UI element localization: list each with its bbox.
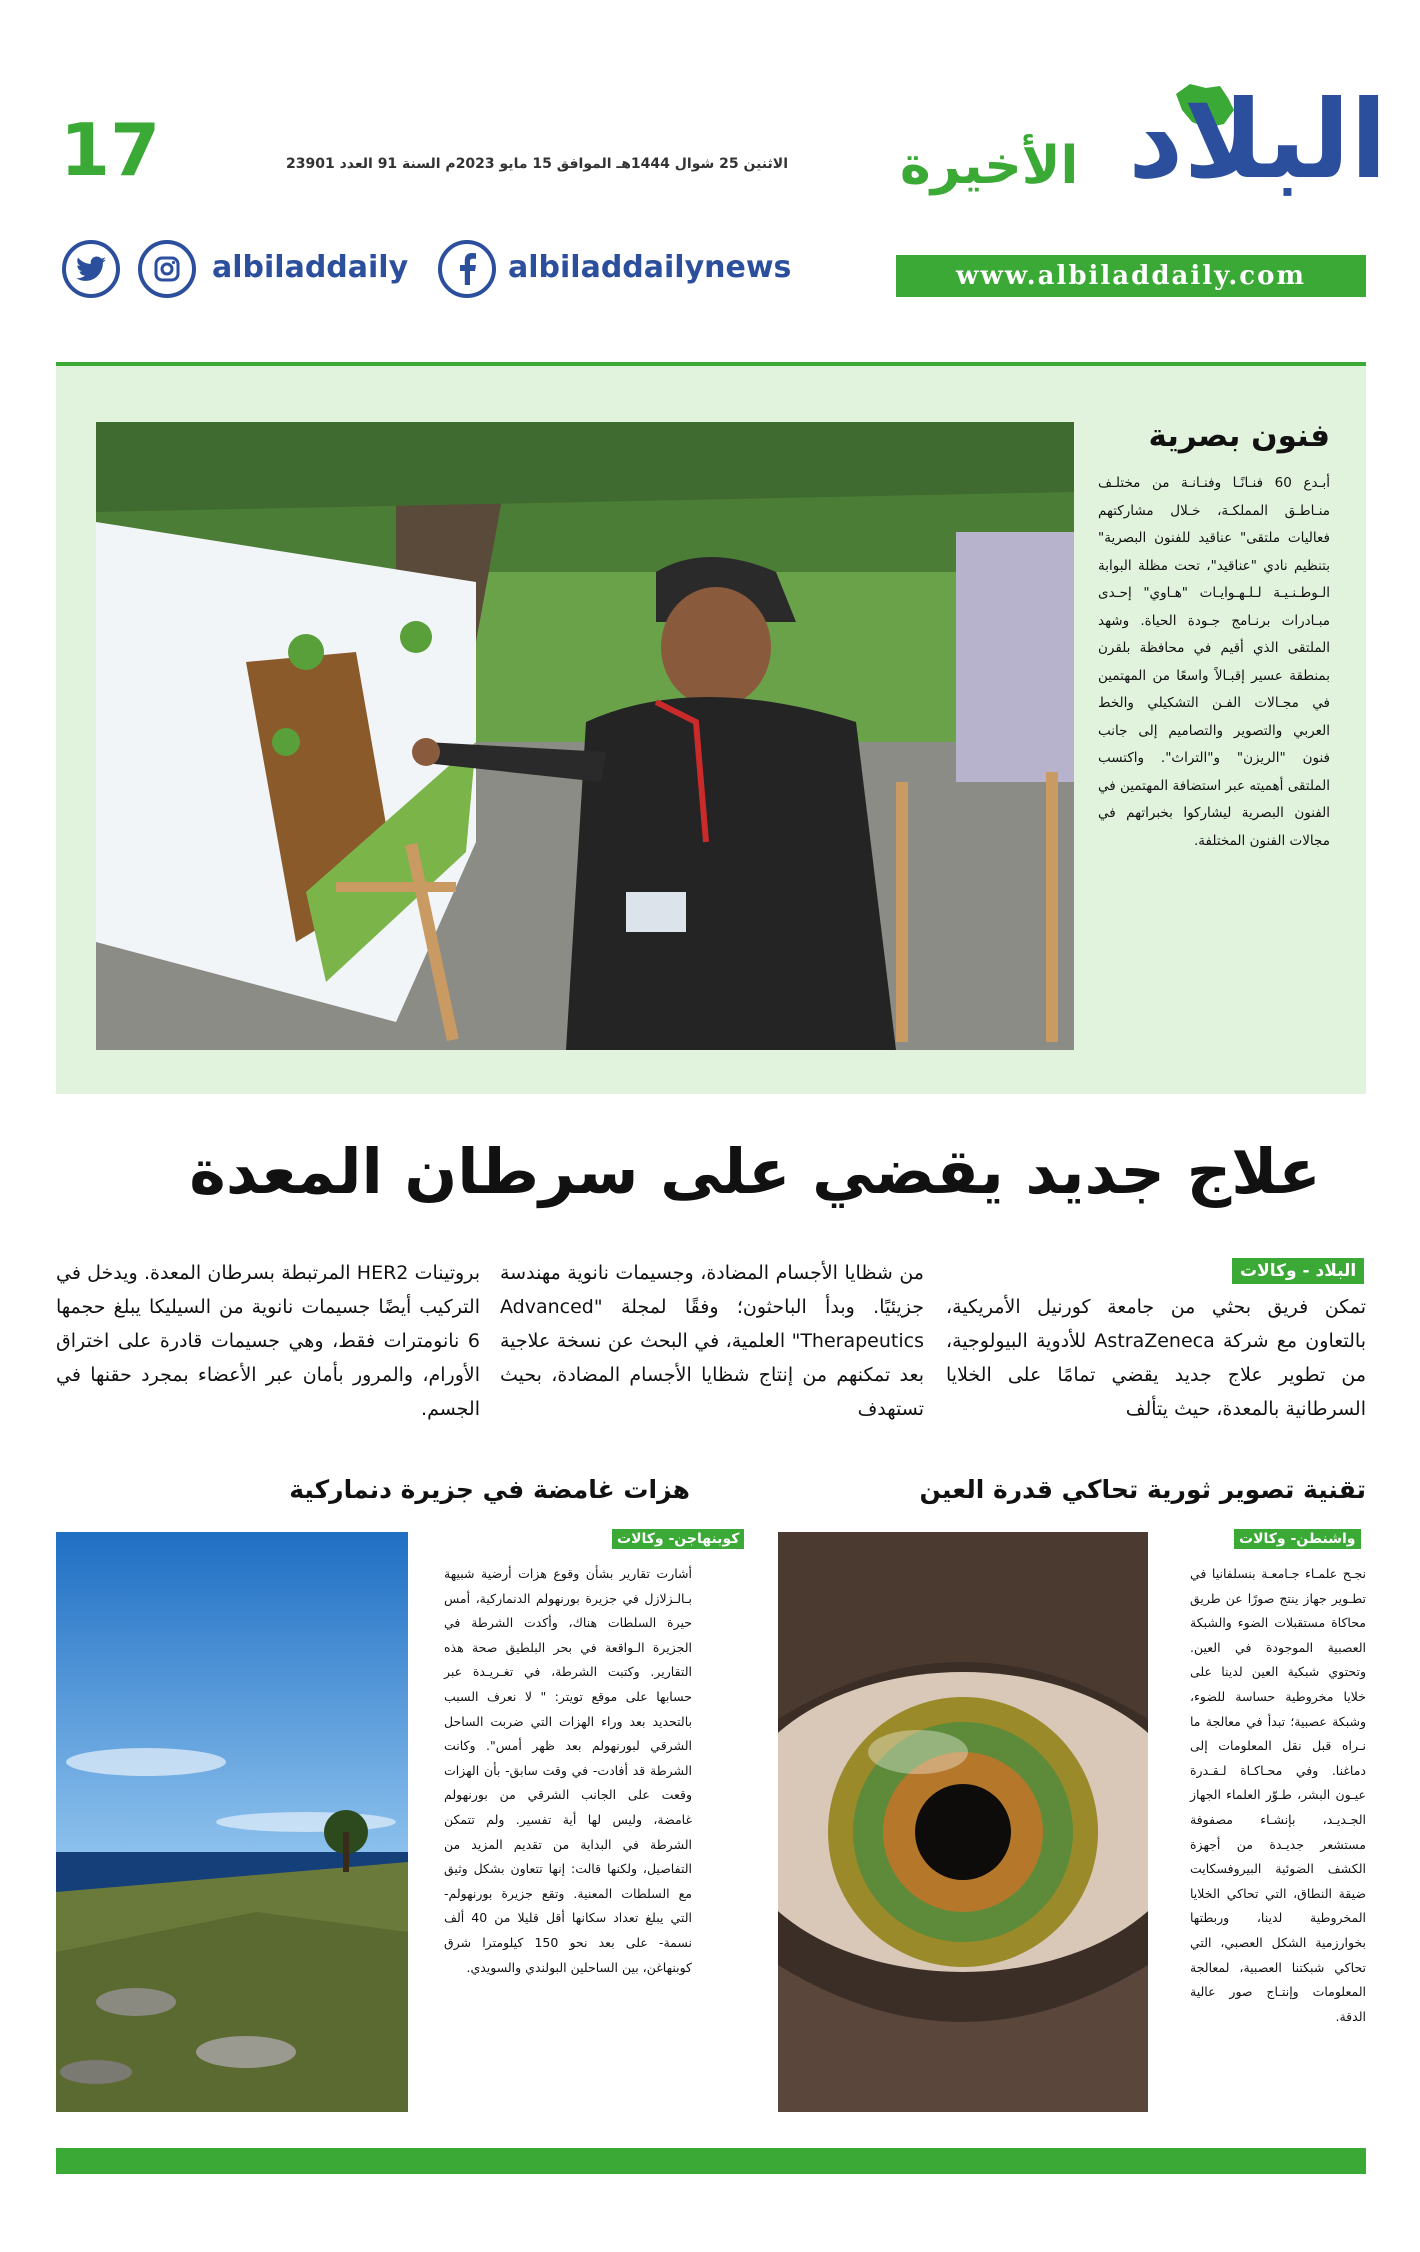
eye-story-body: نجـح علمـاء جـامعـة بنسلفانيا في تطـوير جهاز ينتج صورًا عن طريق محاكاة مستقبلات الضوء والشبكة العصبية الموجودة في العين. وتحتوي شبكية العين لدينا على خلايا مخروطية حساسة للضوء، وشبكة عصبية؛ تبدأ في معالجة ما نـراه قبل نقل المعلومات إلى دماغنا. وفي محـاكـاة لـقـدرة عيـون البشر، طـوّر العلماء الجهاز الجـديـد، بإنشـاء مصفوفة مستشعر جديـدة من أجهزة الكشف الضوئية البيروفسكايت ضيقة النطاق، التي تحاكي الخلايا المخروطية لدينا، وربطتها بخوارزمية الشكل العصبي، التي تحاكي شبكتنا العصبية، لمعالجة المعلومات وإنتـاج صور عالية الدقة. [1190, 1566, 1366, 2024]
main-col-1: تمكن فريق بحثي من جامعة كورنيل الأمريكية، بالتعاون مع شركة AstraZeneca للأدوية البيولوجية، من تطوير علاج جديد يقضي تمامًا على الخلايا السرطانية بالمعدة، حيث يتألف [946, 1296, 1366, 1420]
feature-title: فنون بصرية [1148, 418, 1330, 454]
main-col-2: من شظايا الأجسام المضادة، وجسيمات نانوية مهندسة جزيئيًا. وبدأ الباحثون؛ وفقًا لمجلة "Advanced Therapeutics" العلمية، في البحث عن نسخة علاجية بعد تمكنهم من إنتاج شظايا الأجسام المضادة، بحيث تستهدف [500, 1262, 924, 1420]
island-photo [56, 1532, 408, 2112]
eye-photo [778, 1532, 1148, 2112]
main-headline: علاج جديد يقضي على سرطان المعدة [189, 1135, 1321, 1208]
island-story-body: أشارت تقارير بشأن وقوع هزات أرضية شبيهة بـالـزلازل في جزيرة بورنهولم الدنماركية، أمس حيرة السلطات هناك، وأكدت الشرطة في الجزيرة الـواقعة في بحر البلطيق صحة هذه التقارير. وكتبت الشرطة، في تغـريـدة عبر حسابها على موقع تويتر: " لا نعرف السبب بالتحديد بعد وراء الهزات التي ضربت الساحل الشرقي لبورنهولم بعد ظهر أمس". وكانت الشرطة قد أفادت- في وقت سابق- بأن الهزات وقعت على الجانب الشرقي من بورنهولم غامضة، وليس لها أية تفسير. ولم تتمكن الشرطة في البداية من تقديم المزيد من التفاصيل، ولكنها قالت: إنها تتعاون بشكل وثيق مع السلطات المعنية. وتقع جزيرة بورنهولم- التي يبلغ تعداد سكانها أقل قليلا من 40 ألف نسمة- على بعد نحو 150 كيلومترا شرق كوبنهاغن، بين الساحلين البولندي والسويدي. [444, 1566, 693, 1975]
dateline: الاثنين 25 شوال 1444هـ الموافق 15 مايو 2023م السنة 91 العدد 23901 [285, 156, 788, 172]
instagram-icon[interactable] [138, 240, 196, 298]
website-link[interactable]: www.albiladdaily.com [896, 255, 1366, 297]
eye-story-headline: تقنية تصوير ثورية تحاكي قدرة العين [919, 1475, 1366, 1504]
feature-photo-painter [96, 422, 1074, 1050]
island-story-headline: هزات غامضة في جزيرة دنماركية [289, 1475, 690, 1504]
logo-main: البلاد [1128, 78, 1388, 203]
island-source-tag [612, 1528, 744, 1549]
main-col-3: بروتينات HER2 المرتبطة بسرطان المعدة. ويدخل في التركيب أيضًا جسيمات نانوية من السيليكا يبلغ حجمها 6 نانومترات فقط، وهي جسيمات قادرة على اختراق الأورام، والمرور بأمان عبر الأعضاء بمجرد حقنها في الجسم. [56, 1262, 480, 1420]
page-number: 17 [60, 108, 161, 192]
main-source-tag-label: البلاد - وكالات [1232, 1258, 1364, 1284]
facebook-handle[interactable]: albiladdailynews [508, 250, 792, 285]
bottom-divider [56, 2148, 1366, 2174]
feature-body: أبـدع 60 فنـانًـا وفنـانـة من مختلـف منـاطـق المملكـة، خـلال مشاركتهم فعاليات ملتقى" عناقيد للفنون البصرية" بتنظيم نادي "عناقيد"، تحت مظلة البوابة الـوطـنـيـة لـلـهـوايـات "هـاوي" إحـدى مبـادرات برنـامج جـودة الحياة. وشهد الملتقى الذي أقيم في محافظة بلقرن بمنطقة عسير إقبـالاً واسعًا من المهتمين في مجـالات الفـن التشكيلي والخط العربي والتصوير والتصاميم إلى جانب فنون "الريزن" و"التراث". واكتسب الملتقى أهميته عبر استضافة المهتمين في الفنون البصرية ليشاركوا بخبراتهم في مجالات الفنون المختلفة. [1098, 475, 1330, 849]
main-source-tag [1232, 1258, 1364, 1284]
logo-sub: الأخيرة [900, 136, 1079, 196]
eye-source-tag-label: واشنطن- وكالات [1234, 1529, 1361, 1549]
twitter-icon[interactable] [62, 240, 120, 298]
instagram-handle[interactable]: albiladdaily [212, 250, 409, 285]
island-source-tag-label: كوبنهاجن- وكالات [612, 1529, 744, 1549]
facebook-icon[interactable] [438, 240, 496, 298]
eye-source-tag [1234, 1528, 1361, 1549]
